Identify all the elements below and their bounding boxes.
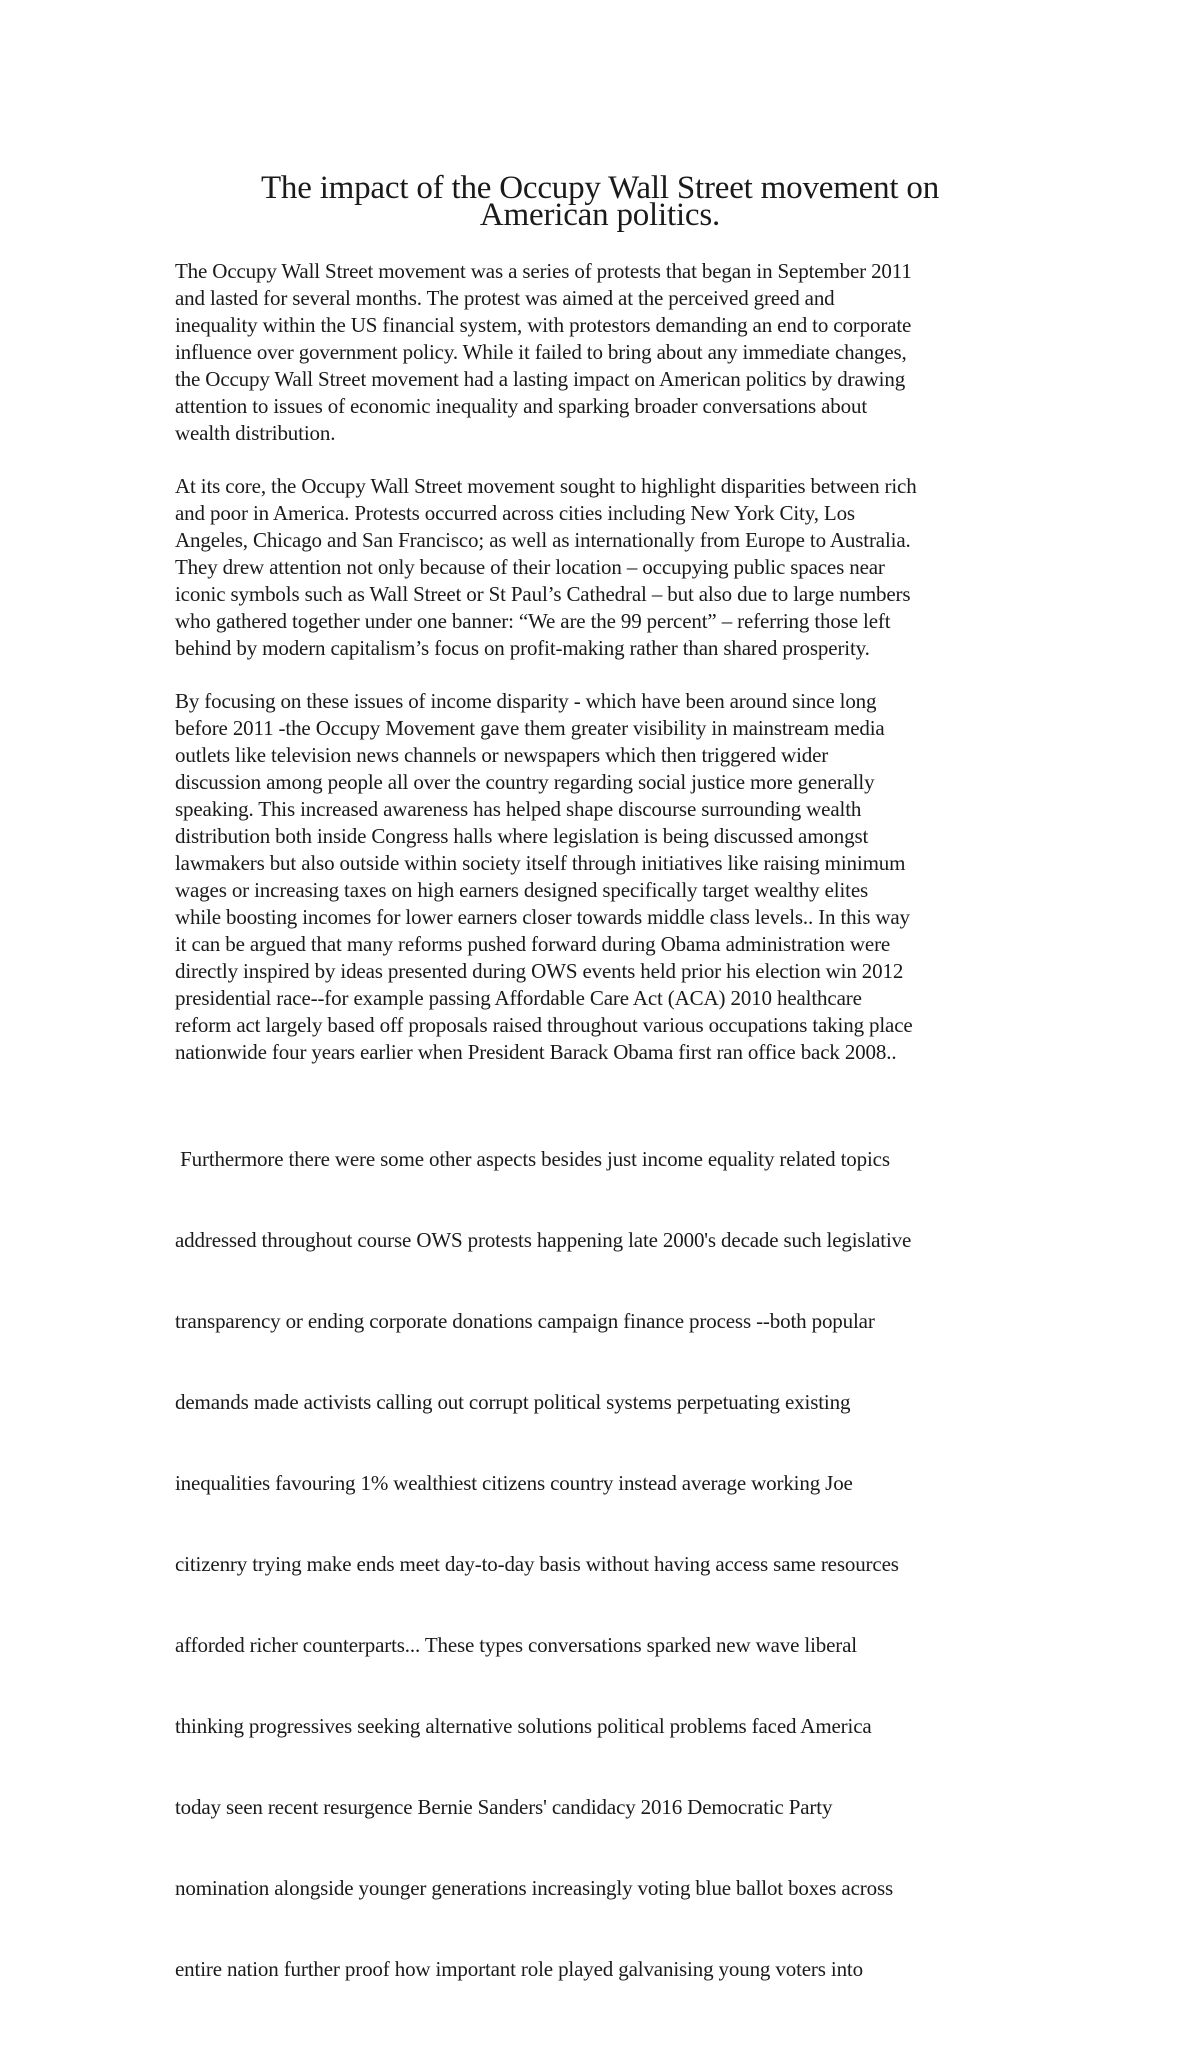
text-line: and poor in America. Protests occurred across cities including New York City, Los bbox=[175, 501, 855, 525]
text-line: inequality within the US financial system, with protestors demanding an end to corporate bbox=[175, 313, 912, 337]
text-line: lawmakers but also outside within society itself through initiatives like raising minimum bbox=[175, 851, 906, 875]
text-line: outlets like television news channels or newspapers which then triggered wider bbox=[175, 743, 829, 767]
paragraph-1 bbox=[175, 258, 1045, 447]
title-line: American politics. bbox=[479, 197, 721, 233]
text-line: At its core, the Occupy Wall Street movement sought to highlight disparities between rich bbox=[175, 474, 917, 498]
text-line: By focusing on these issues of income disparity - which have been around since long bbox=[175, 689, 877, 713]
text-line: speaking. This increased awareness has helped shape discourse surrounding wealth bbox=[175, 797, 862, 821]
text-line: inequalities favouring 1% wealthiest citizens country instead average working Joe bbox=[175, 1471, 853, 1495]
text-line: attention to issues of economic inequality and sparking broader conversations about bbox=[175, 394, 868, 418]
title-line: The impact of the Occupy Wall Street movement on bbox=[260, 170, 940, 206]
text-line: distribution both inside Congress halls where legislation is being discussed amongst bbox=[175, 824, 869, 848]
text-line: They drew attention not only because of their location – occupying public spaces near bbox=[175, 555, 885, 579]
text-line: Angeles, Chicago and San Francisco; as well as internationally from Europe to Australia. bbox=[175, 528, 911, 552]
text-line: citizenry trying make ends meet day-to-day basis without having access same resources bbox=[175, 1552, 899, 1576]
paragraph-2 bbox=[175, 473, 1045, 662]
text-line: discussion among people all over the country regarding social justice more generally bbox=[175, 770, 875, 794]
text-line: nationwide four years earlier when President Barack Obama first ran office back 2008.. bbox=[175, 1040, 897, 1064]
paragraph-4 bbox=[175, 1092, 1045, 2037]
paragraph-3 bbox=[175, 688, 1045, 1066]
text-line: reform act largely based off proposals raised throughout various occupations taking place bbox=[175, 1013, 913, 1037]
text-line: the Occupy Wall Street movement had a lasting impact on American politics by drawing bbox=[175, 367, 906, 391]
text-line: The Occupy Wall Street movement was a series of protests that began in September 2011 bbox=[175, 259, 912, 283]
text-line: influence over government policy. While it failed to bring about any immediate changes, bbox=[175, 340, 907, 364]
text-line: today seen recent resurgence Bernie Sanders' candidacy 2016 Democratic Party bbox=[175, 1795, 833, 1819]
text-line: behind by modern capitalism’s focus on profit-making rather than shared prosperity. bbox=[175, 636, 870, 660]
document-body bbox=[175, 258, 1045, 2063]
text-line: directly inspired by ideas presented during OWS events held prior his election win 2012 bbox=[175, 959, 904, 983]
text-line: wealth distribution. bbox=[175, 421, 336, 445]
text-line: transparency or ending corporate donations campaign finance process --both popular bbox=[175, 1309, 875, 1333]
text-line: presidential race--for example passing Affordable Care Act (ACA) 2010 healthcare bbox=[175, 986, 862, 1010]
text-line: entire nation further proof how important role played galvanising young voters into bbox=[175, 1957, 863, 1981]
text-line: nomination alongside younger generations increasingly voting blue ballot boxes across bbox=[175, 1876, 894, 1900]
text-line: addressed throughout course OWS protests happening late 2000's decade such legislative bbox=[175, 1228, 912, 1252]
text-line: iconic symbols such as Wall Street or St Paul’s Cathedral – but also due to large numbers bbox=[175, 582, 911, 606]
text-line: afforded richer counterparts... These types conversations sparked new wave liberal bbox=[175, 1633, 857, 1657]
text-line: it can be argued that many reforms pushed forward during Obama administration were bbox=[175, 932, 891, 956]
text-line: while boosting incomes for lower earners closer towards middle class levels.. In this way bbox=[175, 905, 910, 929]
text-line: who gathered together under one banner: “We are the 99 percent” – referring those left bbox=[175, 609, 891, 633]
document-title bbox=[150, 166, 1050, 233]
text-line: Furthermore there were some other aspects besides just income equality related topics bbox=[175, 1147, 890, 1171]
text-line: thinking progressives seeking alternative solutions political problems faced America bbox=[175, 1714, 872, 1738]
text-line: before 2011 -the Occupy Movement gave them greater visibility in mainstream media bbox=[175, 716, 885, 740]
text-line: wages or increasing taxes on high earners designed specifically target wealthy elites bbox=[175, 878, 869, 902]
text-line: and lasted for several months. The protest was aimed at the perceived greed and bbox=[175, 286, 835, 310]
text-line: demands made activists calling out corrupt political systems perpetuating existing bbox=[175, 1390, 851, 1414]
